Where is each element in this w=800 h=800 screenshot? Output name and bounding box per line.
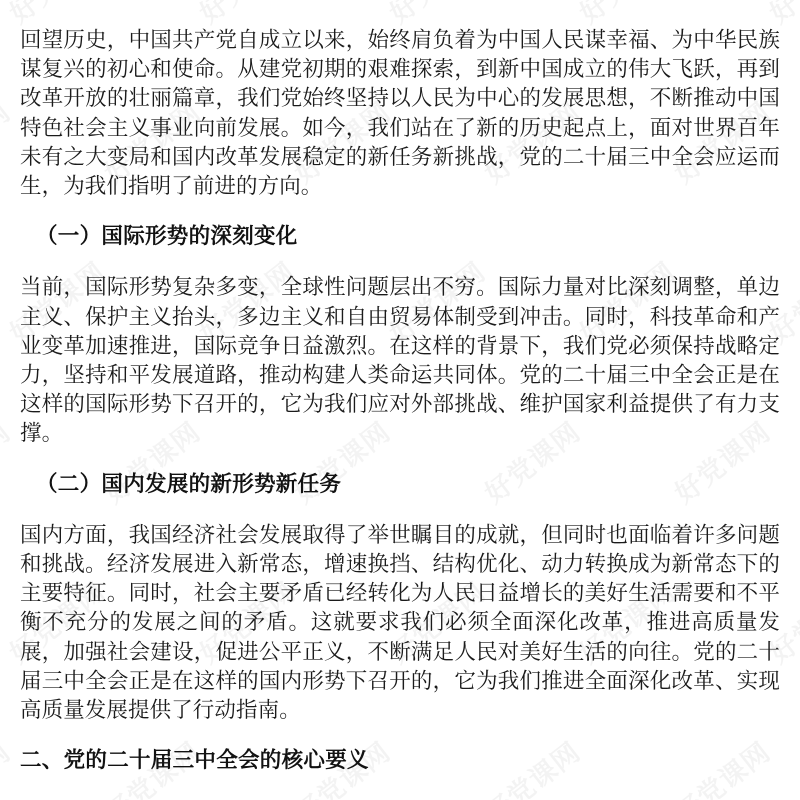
- paragraph-history-intro: 回望历史，中国共产党自成立以来，始终肩负着为中国人民谋幸福、为中华民族谋复兴的初心和使命。从建党初期的艰难探索，到新中国成立的伟大飞跃，再到改革开放的壮丽篇章，我们党始终坚持以人民为中心的发展思想，不断推动中国特色社会主义事业向前发展。如今，我们站在了新的历史起点上，面对世界百年未有之大变局和国内改革发展稳定的新任务新挑战，党的二十届三中全会应运而生，为我们指明了前进的方向。: [20, 28, 780, 200]
- subheading-international-situation: （一）国际形势的深刻变化: [36, 224, 298, 250]
- subheading-domestic-development: （二）国内发展的新形势新任务: [36, 471, 342, 497]
- paragraph-domestic-development: 国内方面，我国经济社会发展取得了举世瞩目的成就，但同时也面临着许多问题和挑战。经济发展进入新常态，增速换挡、结构优化、动力转换成为新常态下的主要特征。同时，社会主要矛盾已经转化为人民日益增长的美好生活需要和不平衡不充分的发展之间的矛盾。这就要求我们必须全面深化改革，推进高质量发展，加强社会建设，促进公平正义，不断满足人民对美好生活的向往。党的二十届三中全会正是在这样的国内形势下召开的，它为我们推进全面深化改革、实现高质量发展提供了行动指南。: [20, 522, 780, 724]
- section-heading-core-essence: 二、党的二十届三中全会的核心要义: [20, 748, 369, 774]
- paragraph-international-situation: 当前，国际形势复杂多变，全球性问题层出不穷。国际力量对比深刻调整，单边主义、保护主义抬头，多边主义和自由贸易体制受到冲击。同时，科技革命和产业变革加速推进，国际竞争日益激烈。在这样的背景下，我们党必须保持战略定力，坚持和平发展道路，推动构建人类命运共同体。党的二十届三中全会正是在这样的国际形势下召开的，它为我们应对外部挑战、维护国家利益提供了有力支撑。: [20, 275, 780, 447]
